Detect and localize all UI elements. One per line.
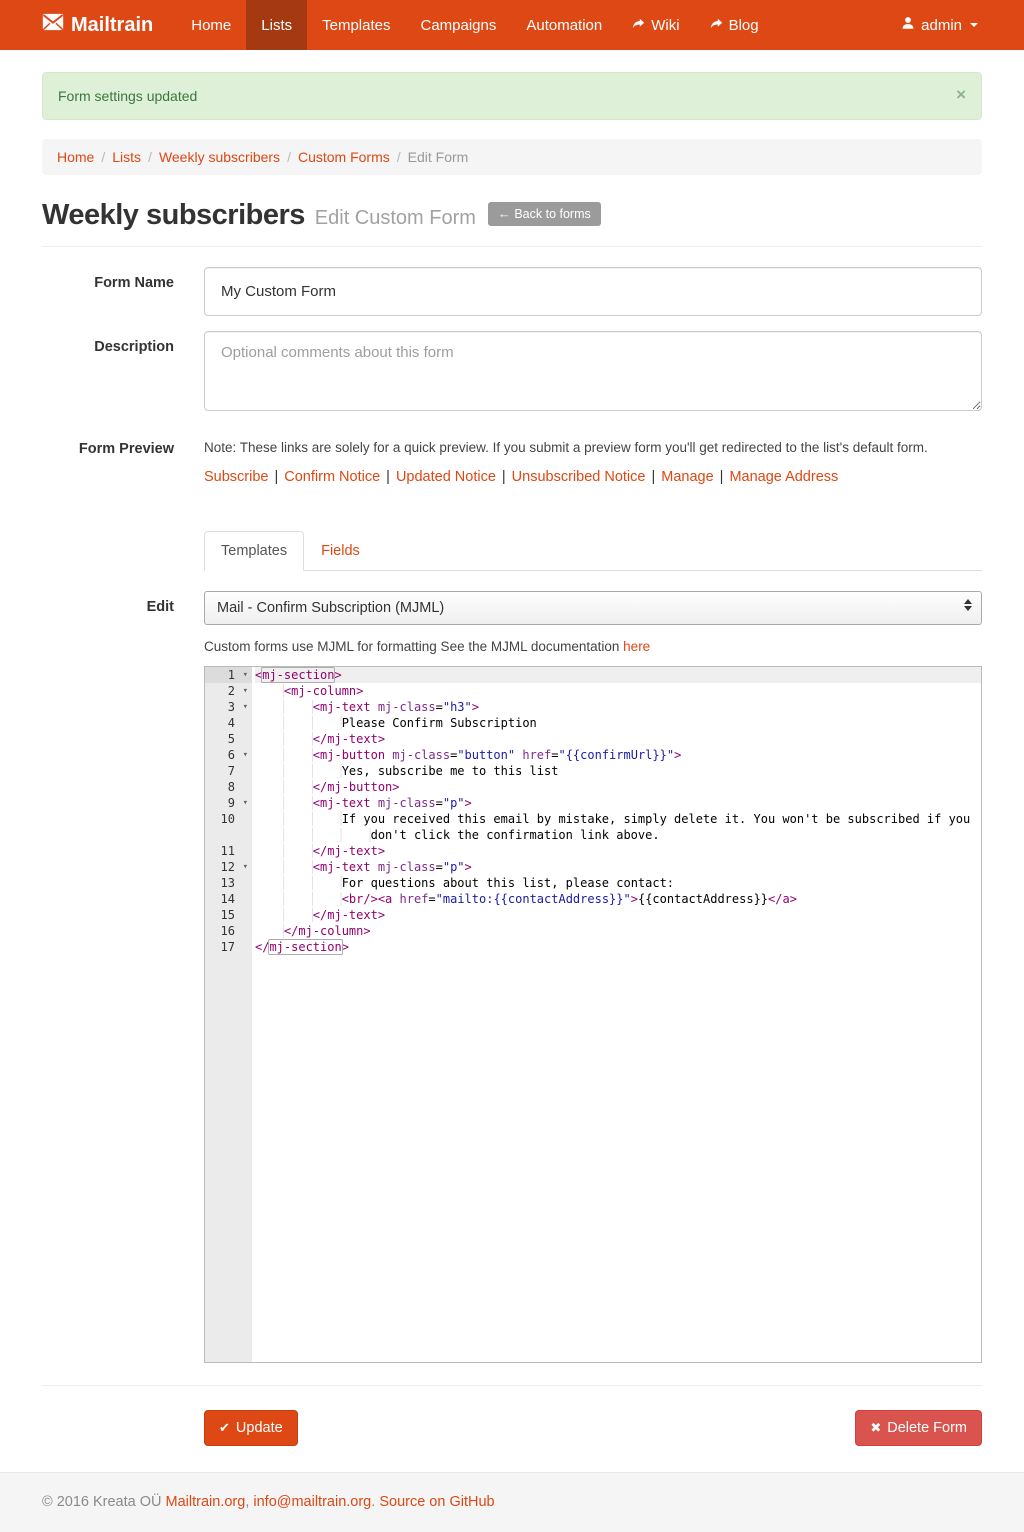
line-number: 17 <box>220 940 235 954</box>
preview-link-manage[interactable]: Manage <box>661 469 714 485</box>
code-token: = <box>435 796 443 810</box>
code-token <box>392 892 399 906</box>
indent-guide <box>255 892 342 906</box>
alert-message: Form settings updated <box>58 88 198 104</box>
gutter-line <box>205 683 252 699</box>
code-line <box>255 683 981 699</box>
indent-guide <box>255 860 313 874</box>
brand-label: Mailtrain <box>71 13 154 36</box>
share-arrow-icon <box>710 17 723 34</box>
code-token: "button" <box>457 748 516 762</box>
code-line <box>255 795 981 811</box>
fold-arrow-icon[interactable]: ▾ <box>242 750 248 760</box>
code-token: </mj-text> <box>312 908 386 922</box>
code-token: <mj-text <box>312 860 371 874</box>
breadcrumb <box>42 139 982 175</box>
code-token: > <box>334 668 342 682</box>
gutter-line <box>205 811 252 827</box>
left-arrow-icon: ← <box>497 207 511 221</box>
indent-guide <box>255 908 313 922</box>
nav-item-templates[interactable] <box>307 0 405 50</box>
indent-guide <box>255 924 284 938</box>
code-token: > <box>464 860 472 874</box>
chevron-down-icon <box>970 23 978 27</box>
gutter-line <box>205 875 252 891</box>
gutter-line <box>205 843 252 859</box>
nav-item-automation[interactable] <box>511 0 617 50</box>
code-line <box>255 875 981 891</box>
breadcrumb-current: Edit Form <box>407 149 469 165</box>
code-token: don't click the confirmation link above. <box>370 828 660 842</box>
line-number: 13 <box>220 876 235 890</box>
code-token: mj-section <box>269 940 342 954</box>
link-separator: | <box>386 469 390 485</box>
fold-arrow-icon[interactable]: ▾ <box>242 862 248 872</box>
nav-item-lists[interactable] <box>246 0 307 50</box>
line-number: 16 <box>220 924 235 938</box>
footer-link-mailtrain-org[interactable]: Mailtrain.org <box>165 1494 246 1510</box>
top-navbar <box>0 0 1024 50</box>
line-number: 15 <box>220 908 235 922</box>
preview-link-confirm-notice[interactable]: Confirm Notice <box>284 469 381 485</box>
template-select[interactable] <box>204 591 982 625</box>
indent-guide <box>255 748 313 762</box>
nav-item-label: Lists <box>261 16 293 34</box>
fold-arrow-icon[interactable]: ▾ <box>242 686 248 696</box>
link-separator: | <box>274 469 279 485</box>
code-token: mj-section <box>262 668 335 682</box>
brand-logo[interactable] <box>42 0 168 50</box>
link-separator: | <box>501 469 506 485</box>
line-number: 11 <box>220 844 235 858</box>
gutter-line <box>205 939 252 955</box>
line-number: 10 <box>220 812 235 826</box>
footer-link-source-on-github[interactable]: Source on GitHub <box>379 1494 495 1510</box>
code-token: </a> <box>768 892 797 906</box>
indent-guide <box>255 700 313 714</box>
line-number: 12 <box>220 860 235 874</box>
preview-links <box>204 469 982 485</box>
tab-templates[interactable]: Templates <box>204 531 304 571</box>
code-line <box>255 859 981 875</box>
indent-guide <box>255 876 342 890</box>
fold-arrow-icon[interactable]: ▾ <box>242 798 248 808</box>
indent-guide <box>255 844 313 858</box>
code-token: = <box>428 892 436 906</box>
user-label: admin <box>921 16 962 34</box>
code-token: <mj-column> <box>283 684 364 698</box>
code-token: <mj-text <box>312 796 371 810</box>
indent-guide <box>255 828 371 842</box>
form-name-label: Form Name <box>94 275 174 291</box>
nav-item-label: Wiki <box>651 16 680 34</box>
page-subtitle: Edit Custom Form <box>314 207 476 229</box>
footer-text: , <box>245 1494 254 1510</box>
description-textarea[interactable] <box>204 331 982 411</box>
code-token <box>371 796 378 810</box>
edit-label: Edit <box>146 599 174 615</box>
code-line <box>255 891 981 907</box>
user-icon <box>901 16 915 34</box>
code-token: = <box>435 700 443 714</box>
code-token: "h3" <box>442 700 472 714</box>
user-menu[interactable] <box>897 16 982 34</box>
template-tabs <box>204 531 982 571</box>
code-token: = <box>435 860 443 874</box>
line-number: 2 <box>227 684 235 698</box>
nav-item-label: Templates <box>322 16 391 34</box>
code-token: </mj-button> <box>312 780 400 794</box>
preview-link-manage-address[interactable]: Manage Address <box>729 469 839 485</box>
editor-code-area[interactable] <box>252 667 981 1362</box>
breadcrumb-separator: / <box>148 149 152 165</box>
code-token: mj-class <box>377 860 436 874</box>
code-line <box>255 907 981 923</box>
code-token: < <box>255 668 263 682</box>
page-header <box>42 199 982 247</box>
code-line <box>255 699 981 715</box>
main-nav <box>176 0 773 50</box>
breadcrumb-link-custom-forms[interactable]: Custom Forms <box>297 149 390 165</box>
gutter-line <box>205 907 252 923</box>
code-line <box>255 811 981 827</box>
breadcrumb-link-weekly-subscribers[interactable]: Weekly subscribers <box>158 149 281 165</box>
link-separator: | <box>651 469 656 485</box>
preview-link-unsubscribed-notice[interactable]: Unsubscribed Notice <box>511 469 646 485</box>
back-to-forms-button[interactable]: ← Back to forms <box>488 202 601 226</box>
gutter-line <box>205 763 252 779</box>
line-number: 14 <box>220 892 235 906</box>
mjml-docs-link[interactable]: here <box>623 639 651 654</box>
indent-guide <box>255 812 342 826</box>
breadcrumb-separator: / <box>287 149 291 165</box>
tab-fields[interactable]: Fields <box>321 543 360 559</box>
gutter-line <box>205 667 252 683</box>
divider <box>42 1385 982 1386</box>
footer-text: . <box>371 1494 380 1510</box>
code-token <box>371 700 378 714</box>
preview-link-updated-notice[interactable]: Updated Notice <box>395 469 496 485</box>
indent-guide <box>255 780 313 794</box>
code-line <box>255 923 981 939</box>
line-number: 3 <box>227 700 235 714</box>
code-token: > <box>674 748 682 762</box>
nav-item-blog[interactable] <box>695 0 774 50</box>
form-preview-label: Form Preview <box>78 441 174 457</box>
code-token: > <box>630 892 638 906</box>
nav-item-label: Automation <box>526 16 603 34</box>
code-token: "p" <box>442 796 465 810</box>
line-number: 7 <box>227 764 235 778</box>
nav-item-wiki[interactable] <box>617 0 694 50</box>
code-line <box>255 731 981 747</box>
code-token: "{{confirmUrl}}" <box>558 748 675 762</box>
code-line <box>255 667 981 683</box>
delete-form-button[interactable]: ✖ Delete Form <box>855 1410 982 1446</box>
line-number: 5 <box>227 732 235 746</box>
code-token: </ <box>255 940 270 954</box>
indent-guide <box>255 684 284 698</box>
code-line <box>255 779 981 795</box>
gutter-line <box>205 859 252 875</box>
nav-item-campaigns[interactable] <box>405 0 511 50</box>
update-button[interactable]: ✔ Update <box>204 1410 298 1446</box>
breadcrumb-link-home[interactable]: Home <box>57 149 95 165</box>
description-label: Description <box>94 339 174 355</box>
code-line <box>255 715 981 731</box>
code-line <box>255 843 981 859</box>
code-token: "p" <box>442 860 465 874</box>
code-token: mj-class <box>377 700 436 714</box>
breadcrumb-link-lists[interactable]: Lists <box>112 149 142 165</box>
link-separator: | <box>719 469 724 485</box>
envelope-icon <box>42 13 64 37</box>
footer-link-info-mailtrain-org[interactable]: info@mailtrain.org <box>253 1494 372 1510</box>
code-line <box>255 939 981 955</box>
indent-guide <box>255 796 313 810</box>
nav-item-label: Home <box>191 16 232 34</box>
gutter-line <box>205 731 252 747</box>
code-token: For questions about this list, please contact: <box>341 876 675 890</box>
code-token: href <box>399 892 429 906</box>
breadcrumb-separator: / <box>396 149 401 165</box>
code-token: <mj-button <box>312 748 386 762</box>
gutter-line <box>205 715 252 731</box>
indent-guide <box>255 764 342 778</box>
code-token: <mj-text <box>312 700 371 714</box>
gutter-line <box>205 891 252 907</box>
gutter-line <box>205 699 252 715</box>
page-title: Weekly subscribers <box>42 199 305 231</box>
indent-guide <box>255 732 313 746</box>
code-token: = <box>450 748 458 762</box>
close-icon[interactable]: × <box>956 85 966 104</box>
nav-item-label: Campaigns <box>420 16 497 34</box>
code-token: > <box>341 940 349 954</box>
code-line <box>255 827 981 843</box>
check-icon: ✔ <box>219 1420 230 1435</box>
code-token: "mailto:{{contactAddress}}" <box>435 892 631 906</box>
code-token: <a <box>377 892 393 906</box>
success-alert <box>42 72 982 120</box>
preview-link-subscribe[interactable]: Subscribe <box>204 469 269 485</box>
code-token: {{contactAddress}} <box>637 892 769 906</box>
mjml-code-editor[interactable] <box>204 666 982 1363</box>
indent-guide <box>255 716 342 730</box>
gutter-line <box>205 923 252 939</box>
code-token: </mj-column> <box>283 924 371 938</box>
line-number: 4 <box>227 716 235 730</box>
page-footer <box>0 1472 1024 1532</box>
code-line <box>255 763 981 779</box>
line-number: 1 <box>227 668 235 682</box>
cross-icon: ✖ <box>870 1420 882 1435</box>
code-line <box>255 747 981 763</box>
form-name-input[interactable] <box>204 267 982 316</box>
nav-item-label: Blog <box>728 16 759 34</box>
code-token: </mj-text> <box>312 732 386 746</box>
gutter-line <box>205 779 252 795</box>
preview-note: Note: These links are solely for a quick preview. If you submit a preview form you'll get redirected to the list's default form. <box>204 440 928 455</box>
line-number: 8 <box>227 780 235 794</box>
code-token <box>371 860 378 874</box>
line-number: 6 <box>227 748 235 762</box>
nav-item-home[interactable] <box>176 0 246 50</box>
line-number: 9 <box>227 796 235 810</box>
mjml-help-text: Custom forms use MJML for formatting See the MJML documentation here <box>204 639 651 654</box>
code-token: <br/> <box>341 892 378 906</box>
gutter-line <box>205 795 252 811</box>
code-token: Please Confirm Subscription <box>341 716 537 730</box>
code-token: If you received this email by mistake, simply delete it. You won't be subscribed if you <box>341 812 971 826</box>
code-token: mj-class <box>392 748 451 762</box>
fold-arrow-icon[interactable]: ▾ <box>242 670 248 680</box>
footer-text: © 2016 Kreata OÜ <box>42 1494 166 1510</box>
fold-arrow-icon[interactable]: ▾ <box>242 702 248 712</box>
code-token: > <box>471 700 479 714</box>
code-token: </mj-text> <box>312 844 386 858</box>
editor-gutter <box>205 667 252 1362</box>
code-token: mj-class <box>377 796 436 810</box>
code-token: Yes, subscribe me to this list <box>341 764 559 778</box>
code-token: = <box>551 748 559 762</box>
code-token: > <box>464 796 472 810</box>
gutter-line <box>205 747 252 763</box>
code-token: href <box>522 748 552 762</box>
breadcrumb-separator: / <box>101 149 106 165</box>
share-arrow-icon <box>632 17 645 34</box>
gutter-line <box>205 827 252 843</box>
